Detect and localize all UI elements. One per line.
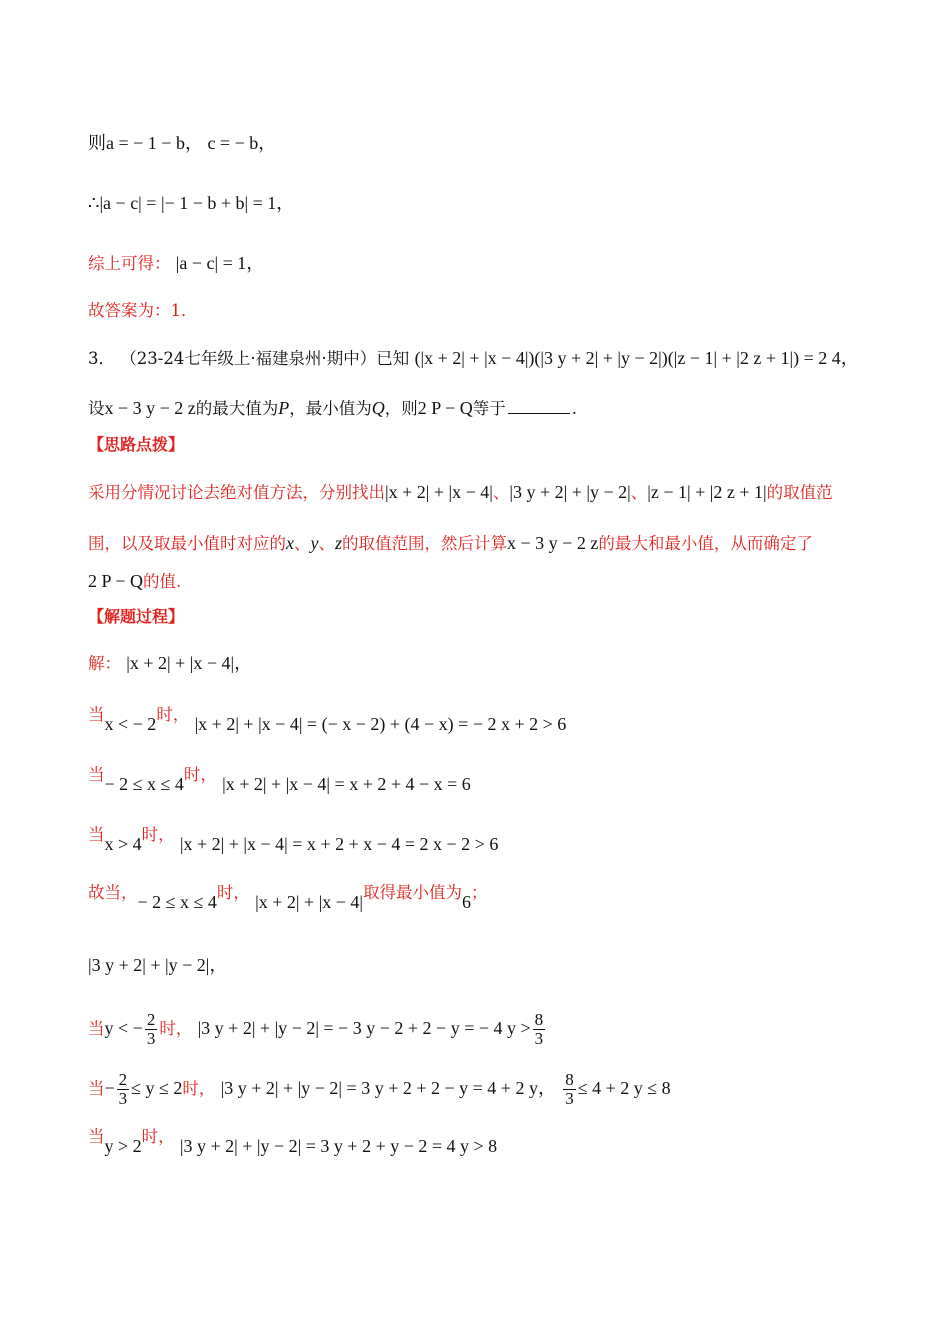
text: 时， <box>141 1127 175 1146</box>
fraction-numerator: 8 <box>534 1010 544 1029</box>
math-expression: − 2 ≤ x ≤ 4 <box>137 892 217 912</box>
math-expression: |x + 2| + |x − 4| <box>255 892 364 912</box>
solution-case-y-2 <box>88 1071 910 1108</box>
math-expression: |3 y + 2| + |y − 2| = 3 y + 2 + y − 2 = 4 y > 8 <box>179 1136 498 1156</box>
fraction-numerator: 2 <box>118 1070 128 1089</box>
text: 的值. <box>143 572 182 591</box>
hint-line-2 <box>88 531 910 556</box>
math-expression: ≤ y ≤ 2 <box>131 1078 183 1098</box>
text: 当 <box>88 1019 105 1038</box>
math-expression: 6 <box>462 892 472 912</box>
answer-text: 故答案为：1． <box>88 301 198 320</box>
solution-case-x-3 <box>88 825 910 857</box>
section-heading-hint <box>88 433 910 457</box>
text: 时， <box>183 765 217 784</box>
fraction-denominator: 3 <box>118 1089 128 1108</box>
line-summary <box>88 251 910 276</box>
solution-line-1 <box>88 651 910 676</box>
math-expression: ≤ 4 + 2 y ≤ 8 <box>577 1078 671 1098</box>
solution-x-minimum <box>88 883 910 915</box>
question-3-line-2 <box>88 396 910 421</box>
math-expression: |a − c| = 1， <box>175 253 265 273</box>
text: 当 <box>88 705 105 724</box>
text: 当 <box>88 1127 105 1146</box>
text: 故当， <box>88 883 138 902</box>
line-answer <box>88 299 910 323</box>
math-expression: ∴|a − c| = |− 1 − b + b| = 1， <box>88 193 295 213</box>
text: 时， <box>156 705 190 724</box>
math-expression: (|x + 2| + |x − 4|)(|3 y + 2| + |y − 2|)(|z − 1| + |2 z + 1|) = 2 4， <box>414 348 859 368</box>
summary-label: 综上可得： <box>88 254 171 273</box>
fraction <box>145 1011 158 1048</box>
text: 取得最小值为 <box>363 883 463 902</box>
text: 当 <box>88 765 105 784</box>
text: 的取值范围，然后计算 <box>342 534 508 553</box>
math-expression: P <box>278 398 290 418</box>
text: 、 <box>630 483 648 502</box>
solution-case-y-3 <box>88 1127 910 1159</box>
text: ，最小值为 <box>289 399 372 418</box>
text: 的最大值为 <box>195 399 279 418</box>
math-expression: − 2 ≤ x ≤ 4 <box>104 774 184 794</box>
math-expression: 2 P − Q <box>417 398 473 418</box>
math-expression: x <box>286 533 294 553</box>
fraction-denominator: 3 <box>534 1029 544 1048</box>
text: 、 <box>492 483 510 502</box>
question-3-line-1 <box>88 346 910 371</box>
fraction-denominator: 3 <box>565 1089 574 1108</box>
text: ； <box>471 883 488 902</box>
text: 等于 <box>472 399 506 418</box>
fraction <box>563 1071 576 1108</box>
math-expression: z <box>335 533 343 553</box>
solution-y-expression <box>88 953 910 978</box>
math-expression: y <box>310 533 319 553</box>
text: 、 <box>294 534 311 553</box>
math-expression: |3 y + 2| + |y − 2|， <box>88 955 228 975</box>
heading-text: 【解题过程】 <box>88 607 185 626</box>
math-expression: x − 3 y − 2 z <box>104 398 196 418</box>
question-number: 3． <box>88 349 115 368</box>
math-expression: y > 2 <box>104 1136 142 1156</box>
math-expression: Q <box>371 398 385 418</box>
math-expression: |3 y + 2| + |y − 2| = − 3 y − 2 + 2 − y = − 4 y > <box>197 1018 531 1038</box>
math-expression: x < − 2 <box>104 714 157 734</box>
math-expression: |x + 2| + |x − 4| <box>385 482 493 502</box>
math-expression: y < − <box>104 1018 143 1038</box>
text: 当 <box>88 825 105 844</box>
math-expression: |x + 2| + |x − 4| = x + 2 + x − 4 = 2 x − 2 > 6 <box>179 834 499 854</box>
hint-line-1 <box>88 480 910 505</box>
text: 时， <box>141 825 175 844</box>
solution-case-y-1 <box>88 1011 910 1048</box>
heading-text: 【思路点拨】 <box>88 435 185 454</box>
text: 围，以及取最小值时对应的 <box>88 534 286 553</box>
solution-case-x-2 <box>88 765 910 797</box>
math-expression: 则a = − 1 − b， c = − b， <box>88 133 277 153</box>
fraction-numerator: 2 <box>146 1010 156 1029</box>
text: 当 <box>88 1079 105 1098</box>
math-expression: 2 P − Q <box>88 571 143 591</box>
math-expression: x − 3 y − 2 z <box>507 533 599 553</box>
math-expression: |z − 1| + |2 z + 1| <box>647 482 767 502</box>
line-therefore <box>88 191 910 216</box>
fraction-denominator: 3 <box>146 1029 156 1048</box>
fraction <box>533 1011 546 1048</box>
fraction-numerator: 8 <box>565 1070 574 1089</box>
text: 时， <box>159 1019 193 1038</box>
text: 的取值范 <box>766 483 833 502</box>
math-expression: − <box>104 1078 115 1098</box>
section-heading-solution <box>88 605 910 629</box>
text: ，则 <box>384 399 418 418</box>
text: 的最大和最小值，从而确定了 <box>598 534 813 553</box>
line-then-a-c <box>88 131 910 156</box>
math-expression: |3 y + 2| + |y − 2| = 3 y + 2 + 2 − y = 4 + 2 y， <box>220 1078 556 1098</box>
hint-line-3 <box>88 569 910 594</box>
math-expression: |x + 2| + |x − 4|， <box>126 653 253 673</box>
fraction <box>117 1071 130 1108</box>
text: . <box>571 399 578 418</box>
text: 设 <box>88 399 105 418</box>
question-source: （23-24七年级上·福建泉州·期中）已知 <box>120 349 410 368</box>
math-expression: |3 y + 2| + |y − 2| <box>509 482 631 502</box>
text: 、 <box>318 534 335 553</box>
text: 解： <box>88 654 121 673</box>
text: 时， <box>216 883 250 902</box>
solution-case-x-1 <box>88 705 910 737</box>
text: 采用分情况讨论去绝对值方法，分别找出 <box>88 483 385 502</box>
math-expression: x > 4 <box>104 834 142 854</box>
answer-blank <box>508 399 570 414</box>
text: 时， <box>182 1079 216 1098</box>
math-expression: |x + 2| + |x − 4| = (− x − 2) + (4 − x) = − 2 x + 2 > 6 <box>194 714 567 734</box>
math-expression: |x + 2| + |x − 4| = x + 2 + 4 − x = 6 <box>222 774 471 794</box>
